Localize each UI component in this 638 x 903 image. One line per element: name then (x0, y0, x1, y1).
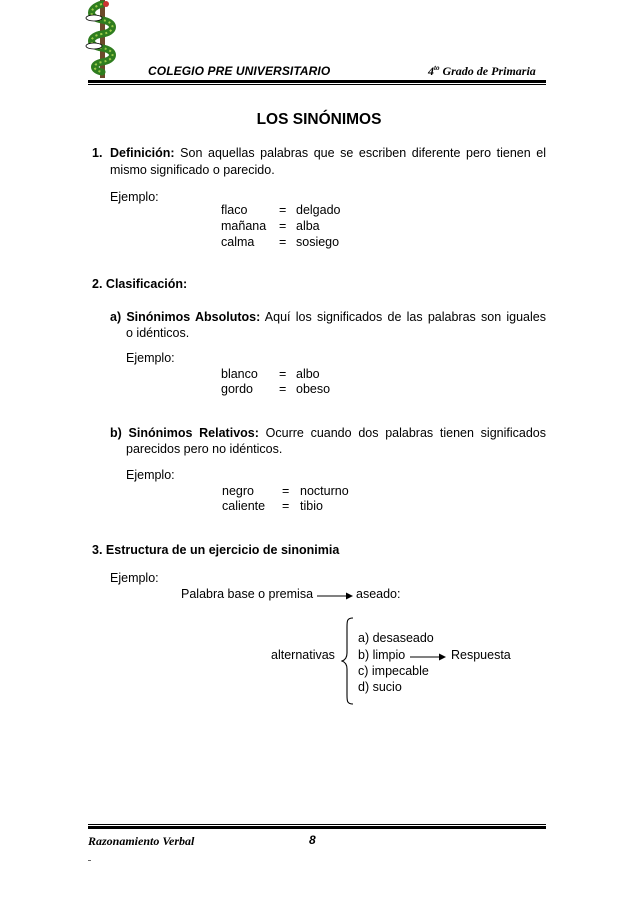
section2b-line1: b) Sinónimos Relativos: Ocurre cuando dos palabras tienen significados (110, 426, 546, 440)
school-logo (82, 0, 132, 78)
footer-rule (88, 826, 546, 829)
footer-subject: Razonamiento Verbal (88, 834, 195, 848)
pair-word: calma (221, 235, 255, 249)
arrow-right-icon (410, 651, 446, 663)
pair-equals: = (279, 367, 287, 381)
answer-label: Respuesta (451, 648, 511, 662)
section1-definition-line1: Definición: Son aquellas palabras que se escriben diferente pero tienen el (110, 146, 546, 160)
brace-icon (341, 617, 355, 705)
pair-word: negro (222, 484, 254, 498)
pair-equals: = (282, 484, 290, 498)
section2-heading: 2. Clasificación: (92, 277, 188, 291)
section3-heading: 3. Estructura de un ejercicio de sinonimia (92, 543, 340, 557)
option-item: b) limpio (358, 648, 406, 662)
section2a-line2: o idénticos. (126, 326, 190, 340)
section2a-line1: a) Sinónimos Absolutos: Aquí los significados de las palabras son iguales (110, 310, 546, 324)
header-rule (88, 80, 546, 83)
pair-equals: = (279, 382, 287, 396)
pair-equals: = (279, 203, 287, 217)
pair-synonym: albo (296, 367, 320, 381)
pair-synonym: nocturno (300, 484, 349, 498)
section2b-example-label: Ejemplo: (126, 468, 175, 482)
pair-equals: = (279, 219, 287, 233)
header-school-name: COLEGIO PRE UNIVERSITARIO (148, 64, 331, 78)
base-word: aseado: (356, 587, 401, 601)
option-item: c) impecable (358, 664, 429, 678)
arrow-right-icon (317, 590, 353, 602)
pair-equals: = (282, 499, 290, 513)
pair-word: caliente (222, 499, 266, 513)
pair-word: mañana (221, 219, 267, 233)
footer-rule-thin (88, 824, 546, 825)
section2b-line2: parecidos pero no idénticos. (126, 442, 283, 456)
pair-word: flaco (221, 203, 248, 217)
header-grade: $4^{to}$ Grado de Primaria (428, 64, 536, 78)
alternatives-label: alternativas (271, 648, 335, 662)
section1-definition-line2: mismo significado o parecido. (110, 163, 275, 177)
pair-word: gordo (221, 382, 253, 396)
section1-heading: 1. (92, 146, 103, 160)
pair-synonym: alba (296, 219, 320, 233)
pair-word: blanco (221, 367, 258, 381)
pair-synonym: sosiego (296, 235, 340, 249)
section1-example-label: Ejemplo: (110, 190, 159, 204)
page-number: 8 (309, 833, 316, 847)
pair-synonym: delgado (296, 203, 341, 217)
footer-mark (88, 860, 91, 861)
pair-synonym: tibio (300, 499, 323, 513)
pair-synonym: obeso (296, 382, 331, 396)
section3-example-label: Ejemplo: (110, 571, 159, 585)
section2a-example-label: Ejemplo: (126, 351, 175, 365)
base-word-label: Palabra base o premisa (181, 587, 314, 601)
page-title: LOS SINÓNIMOS (256, 111, 382, 128)
pair-equals: = (279, 235, 287, 249)
option-item: d) sucio (358, 680, 402, 694)
header-rule-thin (88, 84, 546, 85)
option-item: a) desaseado (358, 631, 434, 645)
